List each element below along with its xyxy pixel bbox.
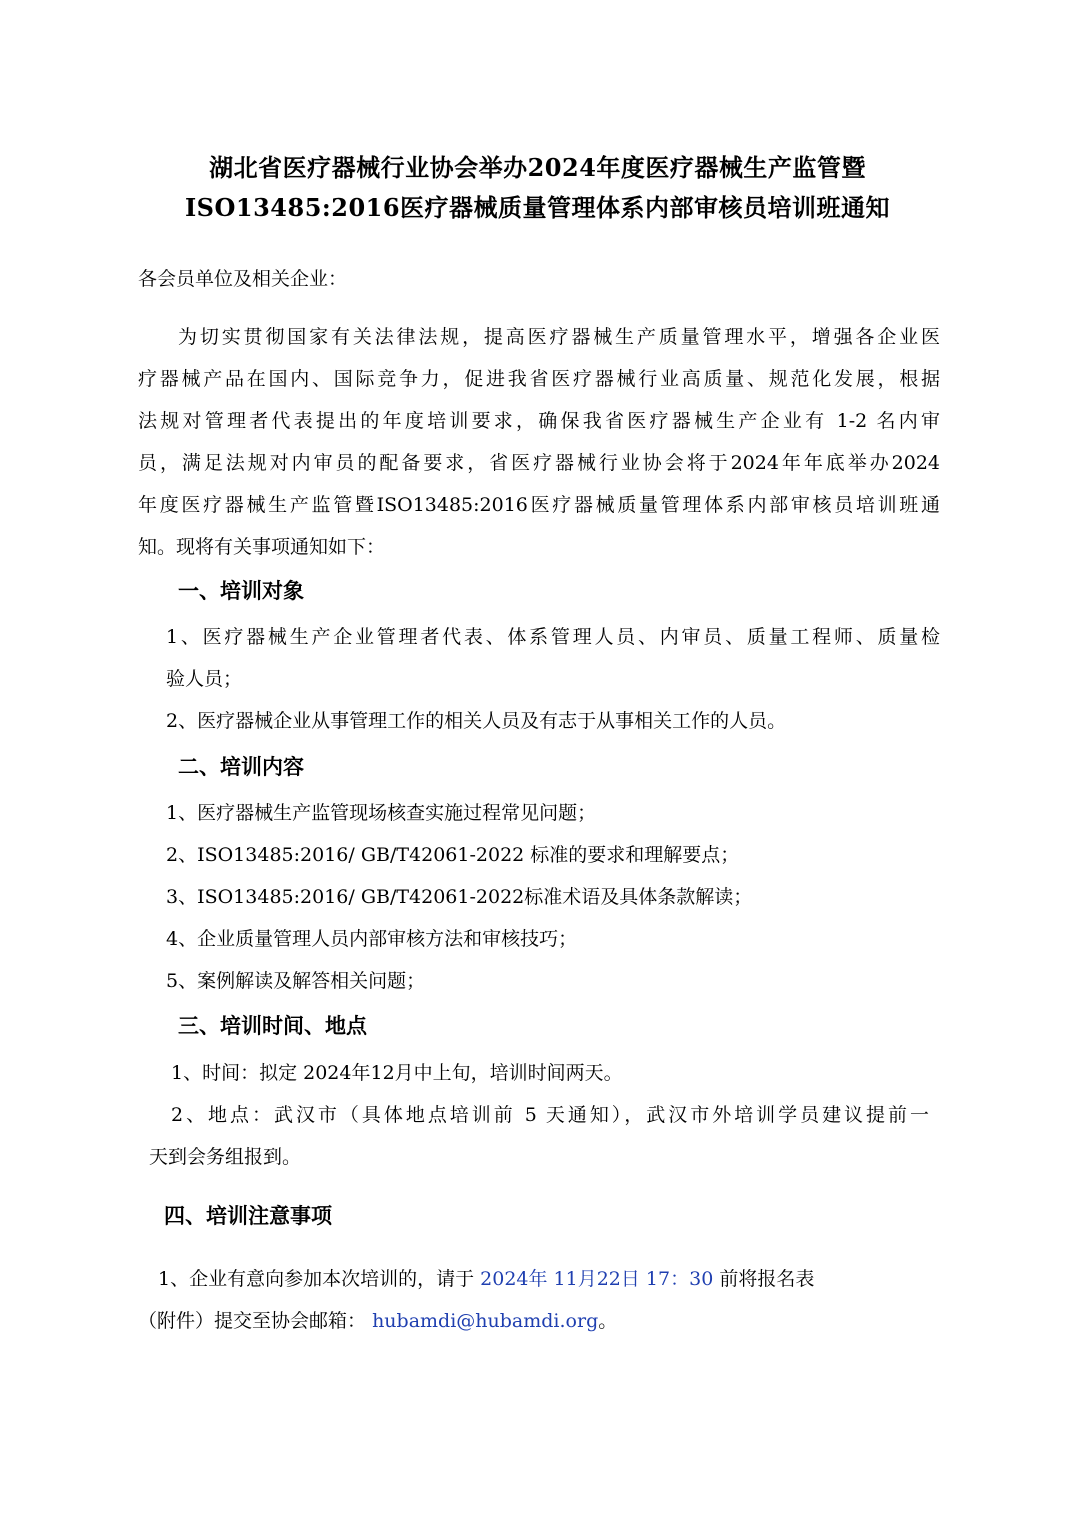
association-email: hubamdi@hubamdi.org	[372, 1310, 599, 1332]
salutation: 各会员单位及相关企业：	[138, 268, 348, 290]
registration-deadline: 2024年 11月22日 17：30	[480, 1268, 714, 1290]
section2-line-5: 5、案例解读及解答相关问题；	[166, 970, 426, 992]
document-title-line2: ISO13485:2016医疗器械质量管理体系内部审核员培训班通知	[184, 193, 891, 222]
section-heading-3: 三、培训时间、地点	[178, 1013, 367, 1038]
section4-item1-line2-post: 。	[598, 1310, 618, 1332]
section3-line-1: 1、时间：拟定 2024年12月中上旬，培训时间两天。	[171, 1062, 623, 1084]
section4-item1-text-pre: 1、企业有意向参加本次培训的，请于	[158, 1268, 475, 1290]
section4-item1-line1	[158, 1264, 814, 1294]
section-heading-4: 四、培训注意事项	[164, 1203, 332, 1228]
section4-item1-line2	[138, 1306, 617, 1336]
section4-item1-text-post: 前将报名表	[719, 1268, 815, 1290]
section2-line-1: 1、医疗器械生产监管现场核查实施过程常见问题；	[166, 802, 597, 824]
section3-line-3: 天到会务组报到。	[149, 1146, 302, 1168]
intro-line-2: 疗器械产品在国内、国际竞争力，促进我省医疗器械行业高质量、规范化发展，根据	[138, 368, 940, 390]
intro-line-1: 为切实贯彻国家有关法律法规，提高医疗器械生产质量管理水平，增强各企业医	[178, 326, 940, 348]
section3-line-2: 2、地点：武汉市（具体地点培训前 5 天通知），武汉市外培训学员建议提前一	[171, 1104, 929, 1126]
section2-line-3: 3、ISO13485:2016/ GB/T42061-2022标准术语及具体条款解读；	[166, 886, 753, 908]
section-heading-2: 二、培训内容	[178, 754, 304, 779]
intro-line-4: 员，满足法规对内审员的配备要求，省医疗器械行业协会将于2024年年底举办2024	[138, 452, 940, 474]
section1-line-1: 1、医疗器械生产企业管理者代表、体系管理人员、内审员、质量工程师、质量检	[166, 626, 940, 648]
intro-line-3: 法规对管理者代表提出的年度培训要求，确保我省医疗器械生产企业有 1-2 名内审	[138, 410, 940, 432]
section-heading-1: 一、培训对象	[178, 578, 304, 603]
section2-line-4: 4、企业质量管理人员内部审核方法和审核技巧；	[166, 928, 578, 950]
document-title-line1: 湖北省医疗器械行业协会举办2024年度医疗器械生产监管暨	[209, 153, 866, 182]
section2-line-2: 2、ISO13485:2016/ GB/T42061-2022 标准的要求和理解要点；	[166, 844, 740, 866]
intro-line-5: 年度医疗器械生产监管暨ISO13485:2016医疗器械质量管理体系内部审核员培训班通	[138, 494, 940, 516]
section4-item1-line2-pre: （附件）提交至协会邮箱：	[138, 1310, 367, 1332]
intro-line-6: 知。现将有关事项通知如下：	[138, 536, 386, 558]
section1-line-2: 验人员；	[166, 668, 243, 690]
section1-line-3: 2、医疗器械企业从事管理工作的相关人员及有志于从事相关工作的人员。	[166, 710, 787, 732]
